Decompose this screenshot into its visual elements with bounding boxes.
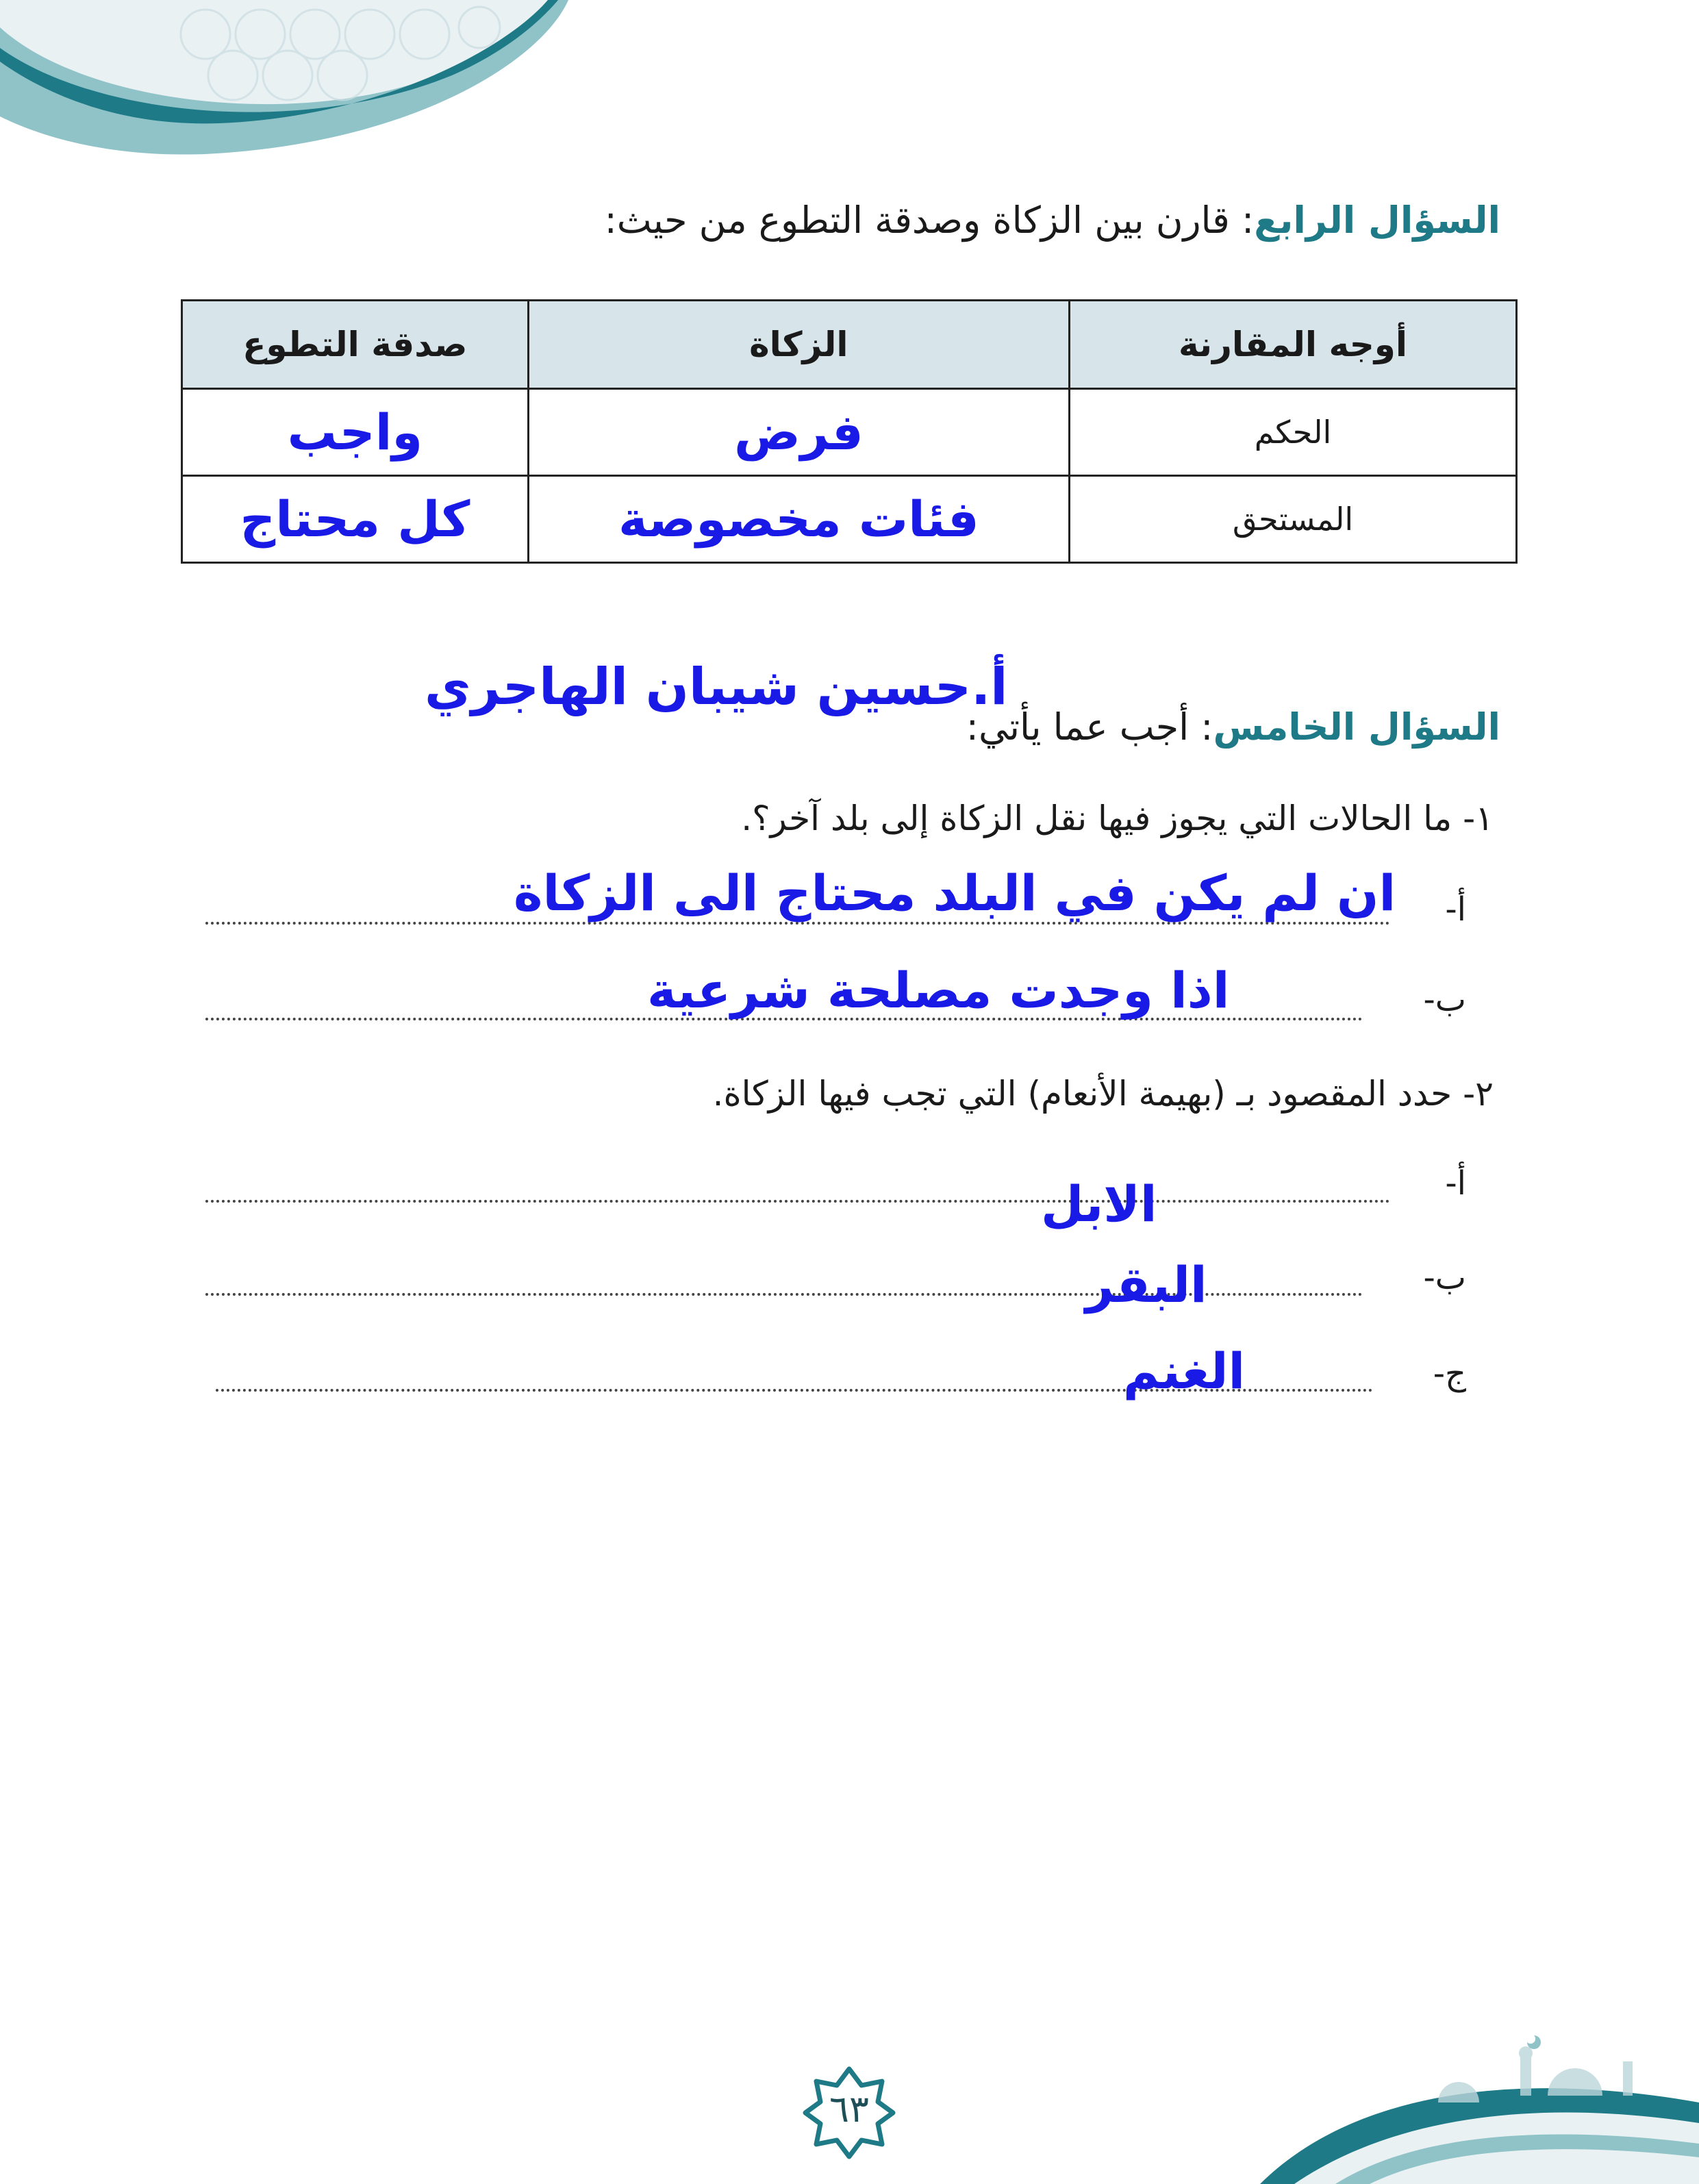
answer-sadaqa-recipient: كل محتاج <box>182 476 529 563</box>
question-4-text: : قارن بين الزكاة وصدقة التطوع من حيث: <box>604 199 1255 242</box>
teacher-signature: أ.حسين شيبان الهاجري <box>425 657 1008 716</box>
question-4-label: السؤال الرابع <box>1254 199 1500 242</box>
question-5-heading <box>966 705 1500 749</box>
table-row <box>182 389 1517 476</box>
question-5-text: : أجب عما يأتي: <box>966 705 1213 749</box>
item-1-letter-a: أ- <box>1445 890 1466 929</box>
answer-zakat-recipient: فئات مخصوصة <box>528 476 1069 563</box>
row-aspect-ruling: الحكم <box>1070 389 1517 476</box>
item-1-answer-a: ان لم يكن في البلد محتاج الى الزكاة <box>514 864 1396 922</box>
item-1-letter-b: ب- <box>1423 981 1466 1019</box>
item-2-answer-b: البقر <box>1085 1256 1207 1314</box>
answer-sadaqa-ruling: واجب <box>182 389 529 476</box>
bottom-corner-ornament <box>1233 2027 1699 2184</box>
item-2-letter-c: ج- <box>1433 1355 1466 1393</box>
item-2-letter-b: ب- <box>1423 1259 1466 1297</box>
item-2-answer-c: الغنم <box>1123 1342 1246 1400</box>
header-aspect: أوجه المقارنة <box>1070 301 1517 389</box>
table-header-row <box>182 301 1517 389</box>
header-sadaqa: صدقة التطوع <box>182 301 529 389</box>
item-2-answer-a-line <box>205 1200 1390 1203</box>
answer-zakat-ruling: فرض <box>528 389 1069 476</box>
page-number: ٦٣ <box>829 2087 869 2131</box>
comparison-table <box>181 299 1518 564</box>
row-aspect-recipient: المستحق <box>1070 476 1517 563</box>
question-5-label: السؤال الخامس <box>1213 705 1500 749</box>
question-5-item-2: ٢- حدد المقصود بـ (بهيمة الأنعام) التي تجب فيها الزكاة. <box>712 1074 1494 1114</box>
question-4-heading <box>605 199 1500 242</box>
header-zakat: الزكاة <box>528 301 1069 389</box>
item-1-answer-b: اذا وجدت مصلحة شرعية <box>647 962 1230 1019</box>
top-corner-ornament <box>0 0 575 164</box>
item-2-answer-a: الابل <box>1041 1175 1157 1233</box>
item-1-answer-a-line <box>205 922 1390 925</box>
table-row <box>182 476 1517 563</box>
question-5-item-1: ١- ما الحالات التي يجوز فيها نقل الزكاة إلى بلد آخر؟. <box>741 799 1494 838</box>
item-2-letter-a: أ- <box>1445 1164 1466 1203</box>
